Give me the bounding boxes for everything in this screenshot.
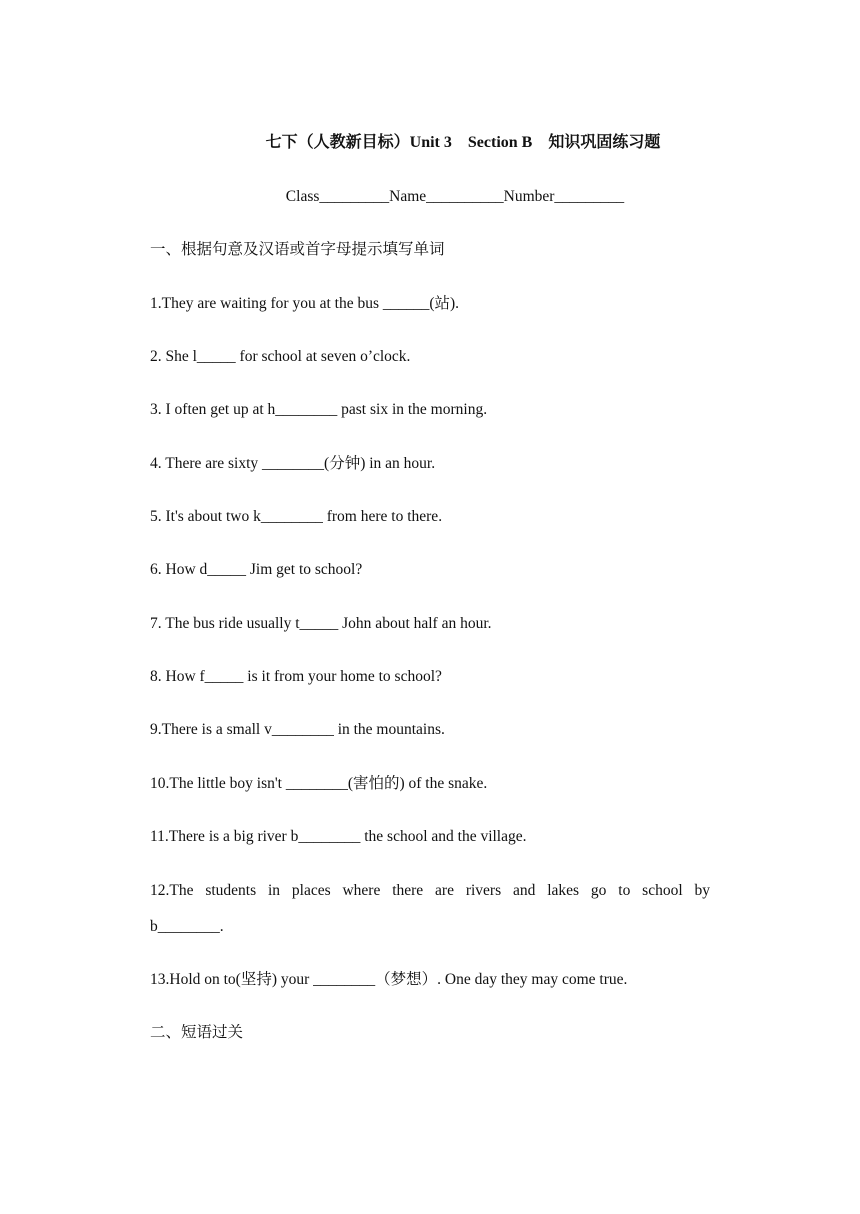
question-9: 9.There is a small v________ in the mountains. xyxy=(150,721,445,738)
question-1: 1.They are waiting for you at the bus ______(站). xyxy=(150,295,460,312)
question-2: 2. She l_____ for school at seven o’clock. xyxy=(150,348,411,365)
section-1-heading: 一、根据句意及汉语或首字母提示填写单词 xyxy=(150,241,445,258)
question-3: 3. I often get up at h________ past six in the morning. xyxy=(150,401,488,418)
question-7: 7. The bus ride usually t_____ John about half an hour. xyxy=(150,615,492,632)
student-info-line: Class_________Name__________Number_________ xyxy=(285,188,625,205)
document-title: 七下（人教新目标）Unit 3 Section B 知识巩固练习题 xyxy=(265,134,661,151)
question-12: 12.The students in places where there are rivers and lakes go to school by xyxy=(150,882,710,899)
question-11: 11.There is a big river b________ the school and the village. xyxy=(150,828,527,845)
section-2-heading: 二、短语过关 xyxy=(150,1024,244,1041)
question-8: 8. How f_____ is it from your home to school? xyxy=(150,668,442,685)
question-10: 10.The little boy isn't ________(害怕的) of the snake. xyxy=(150,775,488,792)
question-6: 6. How d_____ Jim get to school? xyxy=(150,561,363,578)
question-12-continued: b________. xyxy=(150,918,224,935)
question-5: 5. It's about two k________ from here to there. xyxy=(150,508,443,525)
question-13: 13.Hold on to(坚持) your ________（梦想）. One day they may come true. xyxy=(150,971,628,988)
question-4: 4. There are sixty ________(分钟) in an hour. xyxy=(150,455,436,472)
